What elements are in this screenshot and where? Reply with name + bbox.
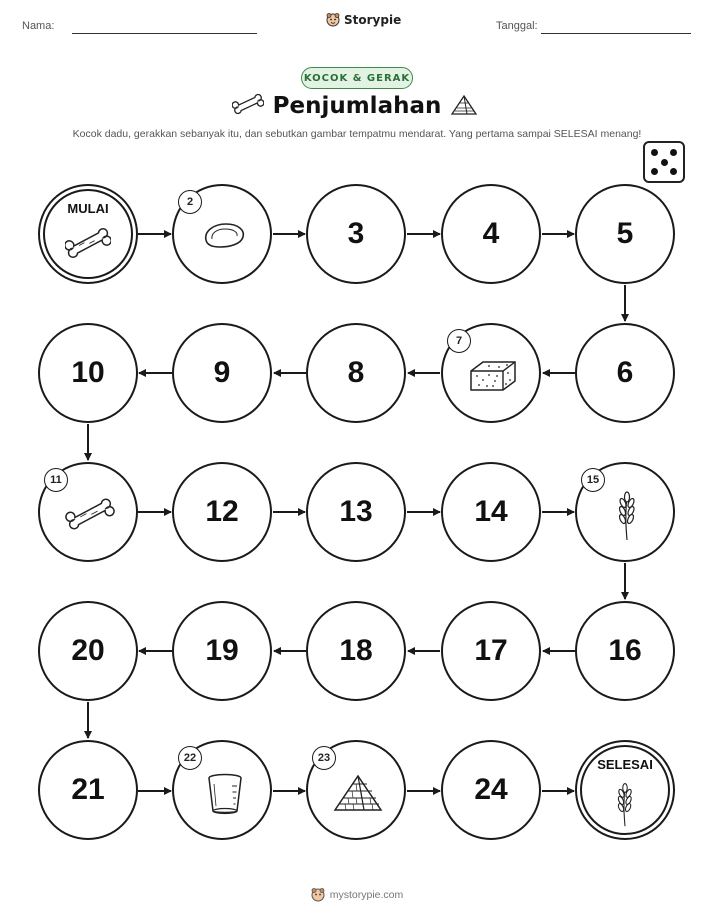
space-17[interactable] bbox=[441, 601, 541, 701]
space-4[interactable] bbox=[441, 184, 541, 284]
space-number: 14 bbox=[474, 495, 508, 528]
space-5[interactable] bbox=[575, 184, 675, 284]
space-number: 16 bbox=[608, 634, 642, 667]
space-number-badge: 15 bbox=[581, 468, 605, 492]
space-7[interactable] bbox=[441, 323, 541, 423]
footer-url[interactable]: mystorypie.com bbox=[329, 889, 404, 901]
space-10[interactable] bbox=[38, 323, 138, 423]
name-label: Nama: bbox=[22, 20, 55, 32]
wheat-icon bbox=[613, 488, 641, 542]
space-start[interactable] bbox=[38, 184, 138, 284]
space-number-badge: 7 bbox=[447, 329, 471, 353]
space-2[interactable] bbox=[172, 184, 272, 284]
space-number-badge: 11 bbox=[44, 468, 68, 492]
instructions: Kocok dadu, gerakkan sebanyak itu, dan sebutkan gambar tempatmu mendarat. Yang pertama sampai SELESAI menang! bbox=[72, 128, 642, 140]
space-8[interactable] bbox=[306, 323, 406, 423]
start-label: MULAI bbox=[67, 201, 109, 216]
space-number: 5 bbox=[616, 217, 634, 250]
space-number: 10 bbox=[71, 356, 105, 389]
brand-name: Storypie bbox=[344, 13, 402, 27]
bone-icon bbox=[65, 496, 115, 532]
space-24[interactable] bbox=[441, 740, 541, 840]
space-21[interactable] bbox=[38, 740, 138, 840]
space-11[interactable] bbox=[38, 462, 138, 562]
finish-label: SELESAI bbox=[597, 757, 653, 772]
sponge-icon bbox=[467, 355, 519, 395]
space-13[interactable] bbox=[306, 462, 406, 562]
space-number: 6 bbox=[616, 356, 634, 389]
space-20[interactable] bbox=[38, 601, 138, 701]
space-18[interactable] bbox=[306, 601, 406, 701]
space-9[interactable] bbox=[172, 323, 272, 423]
space-number: 20 bbox=[71, 634, 105, 667]
space-number: 4 bbox=[482, 217, 500, 250]
space-23[interactable] bbox=[306, 740, 406, 840]
bone-icon bbox=[65, 226, 111, 260]
space-6[interactable] bbox=[575, 323, 675, 423]
space-number: 24 bbox=[474, 773, 508, 806]
date-label: Tanggal: bbox=[496, 20, 538, 32]
space-number: 19 bbox=[205, 634, 239, 667]
space-14[interactable] bbox=[441, 462, 541, 562]
space-number-badge: 2 bbox=[178, 190, 202, 214]
space-22[interactable] bbox=[172, 740, 272, 840]
game-tag: KOCOK & GERAK bbox=[301, 67, 413, 89]
pyramid-icon bbox=[332, 774, 384, 814]
footer bbox=[0, 888, 714, 902]
space-number: 12 bbox=[205, 495, 239, 528]
space-number: 8 bbox=[347, 356, 365, 389]
space-19[interactable] bbox=[172, 601, 272, 701]
space-15[interactable] bbox=[575, 462, 675, 562]
space-finish[interactable] bbox=[575, 740, 675, 840]
space-number: 13 bbox=[339, 495, 373, 528]
space-number-badge: 23 bbox=[312, 746, 336, 770]
space-3[interactable] bbox=[306, 184, 406, 284]
space-number: 3 bbox=[347, 217, 365, 250]
space-number: 17 bbox=[474, 634, 508, 667]
wheat-icon bbox=[612, 780, 638, 828]
space-number: 9 bbox=[213, 356, 231, 389]
storypie-logo-icon bbox=[311, 888, 325, 902]
space-number: 18 bbox=[339, 634, 373, 667]
cup-icon bbox=[205, 772, 245, 816]
space-12[interactable] bbox=[172, 462, 272, 562]
space-16[interactable] bbox=[575, 601, 675, 701]
space-number-badge: 22 bbox=[178, 746, 202, 770]
stone-icon bbox=[200, 218, 248, 252]
space-number: 21 bbox=[71, 773, 105, 806]
page-title: Penjumlahan bbox=[272, 93, 442, 119]
